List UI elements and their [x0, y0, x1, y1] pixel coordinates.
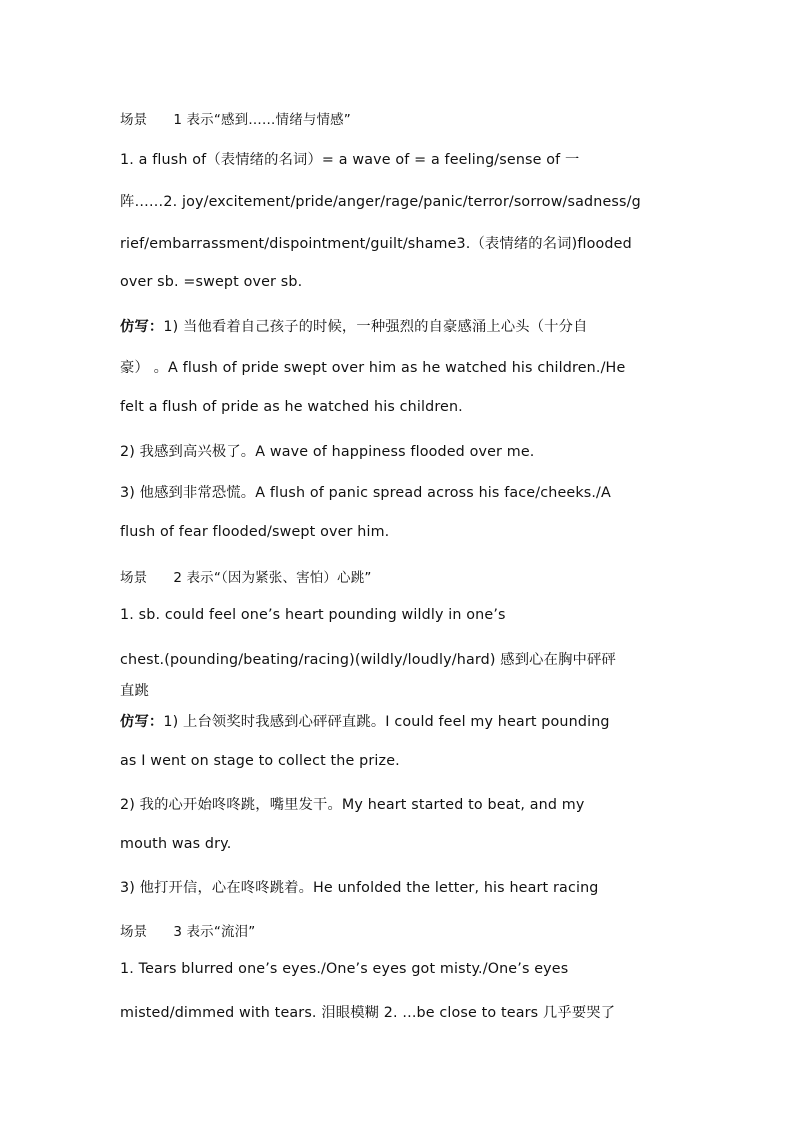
heading-text: 表示“流泪”	[186, 924, 256, 940]
text-line: 阵……2. joy/excitement/pride/anger/rage/panic/terror/sorrow/sadness/g	[120, 194, 641, 210]
heading-label: 场景	[120, 924, 148, 940]
heading-number: 2	[173, 570, 183, 586]
text-line: 2) 我的心开始咚咚跳，嘴里发干。My heart started to beat, and my	[120, 797, 585, 813]
section-heading-1	[120, 108, 680, 128]
text-line: over sb. =swept over sb.	[120, 274, 303, 290]
text-line: 豪） 。A flush of pride swept over him as he watched his children./He	[120, 360, 626, 376]
text-line: 3) 他感到非常恐慌。A flush of panic spread across his face/cheeks./A	[120, 485, 611, 501]
text-line: flush of fear flooded/swept over him.	[120, 524, 390, 540]
text-line: felt a flush of pride as he watched his children.	[120, 399, 463, 415]
text-line: 1. Tears blurred one’s eyes./One’s eyes got misty./One’s eyes	[120, 961, 569, 977]
practice-label: 仿写：	[120, 319, 164, 335]
text-line: 1. a flush of（表情绪的名词）= a wave of = a feeling/sense of 一	[120, 152, 580, 168]
text-line: as I went on stage to collect the prize.	[120, 753, 400, 769]
heading-text: 表示“感到……情绪与情感”	[186, 112, 351, 128]
text-line: 3) 他打开信，心在咚咚跳着。He unfolded the letter, his heart racing	[120, 880, 599, 896]
practice-label: 仿写：	[120, 714, 164, 730]
heading-label: 场景	[120, 112, 148, 128]
heading-number: 1	[173, 112, 183, 128]
heading-text: 表示“（因为紧张、害怕）心跳”	[186, 570, 372, 586]
text-line: chest.(pounding/beating/racing)(wildly/loudly/hard) 感到心在胸中砰砰	[120, 652, 616, 668]
practice-text: 1) 当他看着自己孩子的时候，一种强烈的自豪感涌上心头（十分自	[163, 319, 588, 335]
section-heading-2	[120, 566, 680, 586]
practice-line	[120, 316, 680, 336]
section-heading-3	[120, 920, 680, 940]
text-line: misted/dimmed with tears. 泪眼模糊 2. ...be close to tears 几乎要哭了	[120, 1005, 616, 1021]
text-line: 1. sb. could feel one’s heart pounding wildly in one’s	[120, 607, 506, 623]
practice-text: 1) 上台领奖时我感到心砰砰直跳。I could feel my heart pounding	[163, 714, 610, 730]
text-line: 2) 我感到高兴极了。A wave of happiness flooded over me.	[120, 444, 535, 460]
text-line: 直跳	[120, 683, 149, 699]
heading-number: 3	[173, 924, 183, 940]
text-line: rief/embarrassment/dispointment/guilt/shame3.（表情绪的名词)flooded	[120, 236, 632, 252]
text-line: mouth was dry.	[120, 836, 232, 852]
practice-line	[120, 711, 680, 731]
heading-label: 场景	[120, 570, 148, 586]
